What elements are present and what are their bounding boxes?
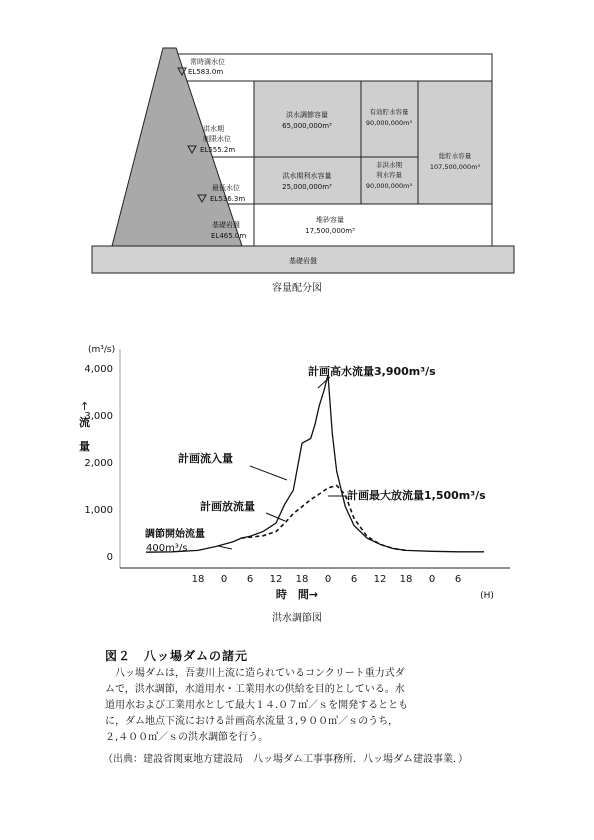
x-tick-label: 18	[191, 574, 205, 585]
level-name: 洪水期	[203, 125, 224, 133]
y-arrow-label: ↑	[80, 400, 90, 413]
chart-annotation: 計画放流量	[200, 500, 255, 513]
box-label: 有効貯水容量	[369, 108, 409, 116]
level-elevation: EL465.0m	[211, 232, 247, 240]
paragraph-line: 道用水および工業用水として最大１４.０７㎥／ｓを開発するととも	[105, 700, 409, 711]
box-label: 堆砂容量	[316, 216, 344, 224]
x-tick-label: 0	[220, 574, 228, 585]
x-tick-label: 0	[428, 574, 436, 585]
x-tick-label: 6	[350, 574, 358, 585]
level-name: 制限水位	[203, 135, 231, 143]
box-value: 90,000,000m³	[365, 182, 413, 190]
figure-source: （出典：建設省関東地方建設局 八ッ場ダム工事事務所．八ッ場ダム建設事業．）	[103, 754, 468, 765]
box-value: 90,000,000m³	[365, 119, 413, 127]
level-name: 基礎岩盤	[212, 221, 240, 229]
x-tick-label: 6	[246, 574, 254, 585]
x-tick-label: 0	[324, 574, 332, 585]
box-label: 利水容量	[376, 171, 402, 179]
x-tick-label: 6	[454, 574, 462, 585]
box-label: 非洪水期	[376, 161, 402, 169]
bedrock-label: 基礎岩盤	[289, 257, 317, 265]
y-tick-label: 0	[106, 552, 113, 563]
chart-annotation: 計画高水流量3,900m³/s	[308, 365, 436, 378]
chart-caption: 洪水調節図	[272, 613, 322, 624]
box-label: 洪水期利水容量	[282, 172, 332, 180]
paragraph-line: ２,４００㎥／ｓの洪水調節を行う。	[105, 732, 269, 743]
level-name: 最低水位	[212, 184, 240, 192]
annotation-arrow-icon	[218, 546, 232, 549]
annotation-arrow-icon	[250, 466, 287, 480]
chart-annotation: 400m³/s	[146, 543, 188, 554]
paragraph-line: ムで，洪水調節，水道用水・工業用水の供給を目的としている。水	[105, 684, 405, 695]
chart-annotation: 計画流入量	[178, 452, 233, 465]
x-tick-label: 18	[295, 574, 309, 585]
figure-paragraph	[105, 666, 408, 746]
x-tick-label: 12	[269, 574, 283, 585]
box-label: 総貯水容量	[438, 152, 472, 160]
chart-annotation: 計画最大放流量1,500m³/s	[347, 489, 486, 502]
y-tick-label: 2,000	[84, 458, 113, 469]
box-value: 25,000,000m³	[282, 183, 332, 191]
level-elevation: EL536.3m	[210, 195, 246, 203]
x-axis-label: 時 間→	[275, 588, 319, 601]
annotation-arrow-icon	[266, 513, 285, 521]
x-tick-label: 18	[399, 574, 413, 585]
unit-label: (m³/s)	[88, 345, 116, 355]
storage-diagram-caption: 容量配分図	[272, 283, 322, 294]
box-label: 洪水調節容量	[286, 111, 328, 119]
level-elevation: EL583.0m	[188, 68, 224, 76]
chart-annotation: 調節開始流量	[145, 529, 205, 540]
paragraph-line: 八ッ場ダムは，吾妻川上流に造られているコンクリート重力式ダ	[115, 668, 405, 679]
figure-title: 図２ 八ッ場ダムの諸元	[105, 649, 249, 663]
x-tick-label: 12	[373, 574, 387, 585]
y-tick-label: 4,000	[84, 364, 113, 375]
y-tick-label: 1,000	[84, 505, 113, 516]
box-value: 65,000,000m³	[282, 122, 332, 130]
level-name: 常時満水位	[190, 58, 225, 66]
box-value: 107,500,000m³	[429, 163, 481, 171]
y-tick-label: 3,000	[84, 411, 113, 422]
paragraph-line: に，ダム地点下流における計画高水流量３,９００㎥／ｓのうち，	[105, 716, 399, 727]
box-value: 17,500,000m³	[305, 227, 355, 235]
level-elevation: EL555.2m	[200, 146, 236, 154]
x-unit-label: (H)	[480, 591, 494, 601]
y-axis-label: 流量	[79, 416, 90, 453]
